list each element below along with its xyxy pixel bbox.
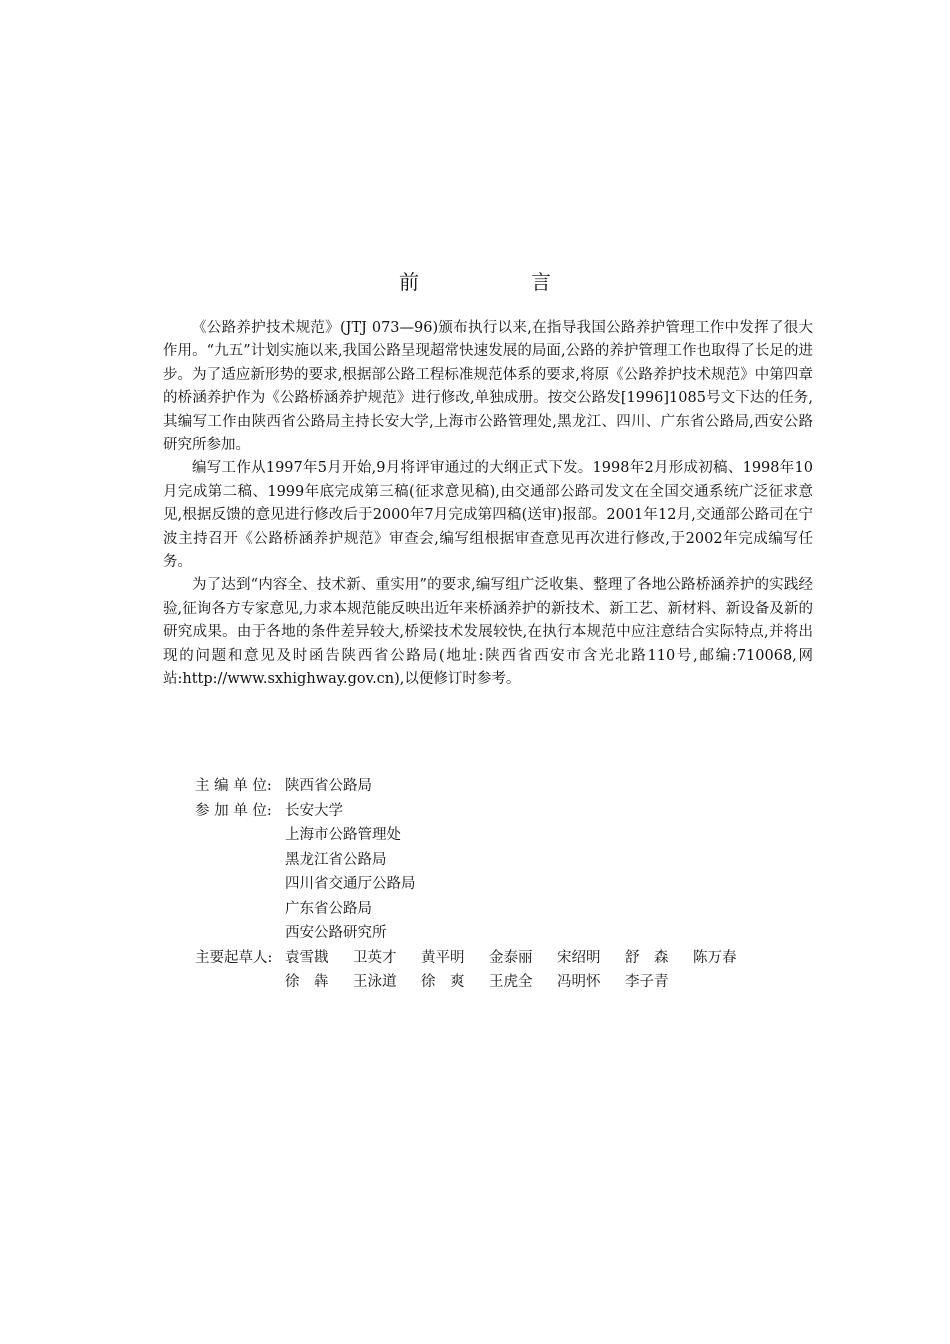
drafter-name: 宋绍明 <box>557 949 601 966</box>
preface-paragraph-2: 编写工作从1997年5月开始,9月将评审通过的大纲正式下发。1998年2月形成初稿、1998年10月完成第二稿、1999年底完成第三稿(征求意见稿),由交通部公路司发文在全国交通系统广泛征求意见,根据反馈的意见进行修改后于2000年7月完成第四稿(送审)报部。2001年12月,交通部公路司在宁波主持召开《公路桥涵养护规范》审查会,编写组根据审查意见再次进行修改,于2002年完成编写任务。 <box>163 460 813 571</box>
drafter-name: 袁雪戡 <box>285 949 329 966</box>
chief-unit-label: 主 编 单 位: <box>195 778 272 794</box>
drafters-label: 主要起草人: <box>195 949 273 966</box>
drafter-name: 徐 爽 <box>421 974 465 990</box>
participating-unit: 黑龙江省公路局 <box>285 851 387 868</box>
chief-unit-value: 陕西省公路局 <box>285 778 372 794</box>
drafter-name: 冯明怀 <box>557 974 601 990</box>
preface-body <box>163 317 813 692</box>
chief-unit-row <box>195 774 795 799</box>
drafter-name: 陈万春 <box>693 949 737 966</box>
drafter-name: 黄平明 <box>421 949 465 966</box>
participating-unit: 上海市公路管理处 <box>285 827 401 843</box>
drafter-name: 王泳道 <box>353 974 397 990</box>
drafter-name: 李子青 <box>625 974 669 990</box>
preface-paragraph-3: 为了达到“内容全、技术新、重实用”的要求,编写组广泛收集、整理了各地公路桥涵养护的实践经验,征询各方专家意见,力求本规范能反映出近年来桥涵养护的新技术、新工艺、新材料、新设备及新的研究成果。由于各地的条件差异较大,桥梁技术发展较快,在执行本规范中应注意结合实际特点,并将出现的问题和意见及时函告陕西省公路局(地址:陕西省西安市含光北路110号,邮编:710068,网站:http://www.sxhighway.gov.cn),以便修订时参考。 <box>163 577 813 688</box>
participating-unit: 四川省交通厅公路局 <box>285 876 416 892</box>
drafter-name: 卫英才 <box>353 949 397 966</box>
page-title: 前 言 <box>399 270 597 294</box>
participating-units-label: 参 加 单 位: <box>195 802 272 819</box>
participating-units-row <box>195 799 795 946</box>
drafters-line-2 <box>285 970 761 995</box>
drafters-row <box>195 946 795 995</box>
drafters-list <box>285 946 761 995</box>
drafter-name: 金泰丽 <box>489 949 533 966</box>
units-section <box>195 774 795 995</box>
participating-units-list <box>285 799 416 946</box>
drafter-name: 徐 犇 <box>285 974 329 990</box>
participating-unit: 广东省公路局 <box>285 900 372 917</box>
drafter-name: 舒 森 <box>625 949 669 966</box>
preface-paragraph-1: 《公路养护技术规范》(JTJ 073—96)颁布执行以来,在指导我国公路养护管理工作中发挥了很大作用。“九五”计划实施以来,我国公路呈现超常快速发展的局面,公路的养护管理工作也取得了长足的进步。为了适应新形势的要求,根据部公路工程标准规范体系的要求,将原《公路养护技术规范》中第四章的桥涵养护作为《公路桥涵养护规范》进行修改,单独成册。按交公路发[1996]1085号文下达的任务,其编写工作由陕西省公路局主持长安大学,上海市公路管理处,黑龙江、四川、广东省公路局,西安公路研究所参加。 <box>163 320 813 454</box>
drafters-line-1 <box>285 946 761 971</box>
participating-unit: 长安大学 <box>285 802 343 819</box>
participating-unit: 西安公路研究所 <box>285 925 387 941</box>
drafter-name: 王虎全 <box>489 974 533 990</box>
